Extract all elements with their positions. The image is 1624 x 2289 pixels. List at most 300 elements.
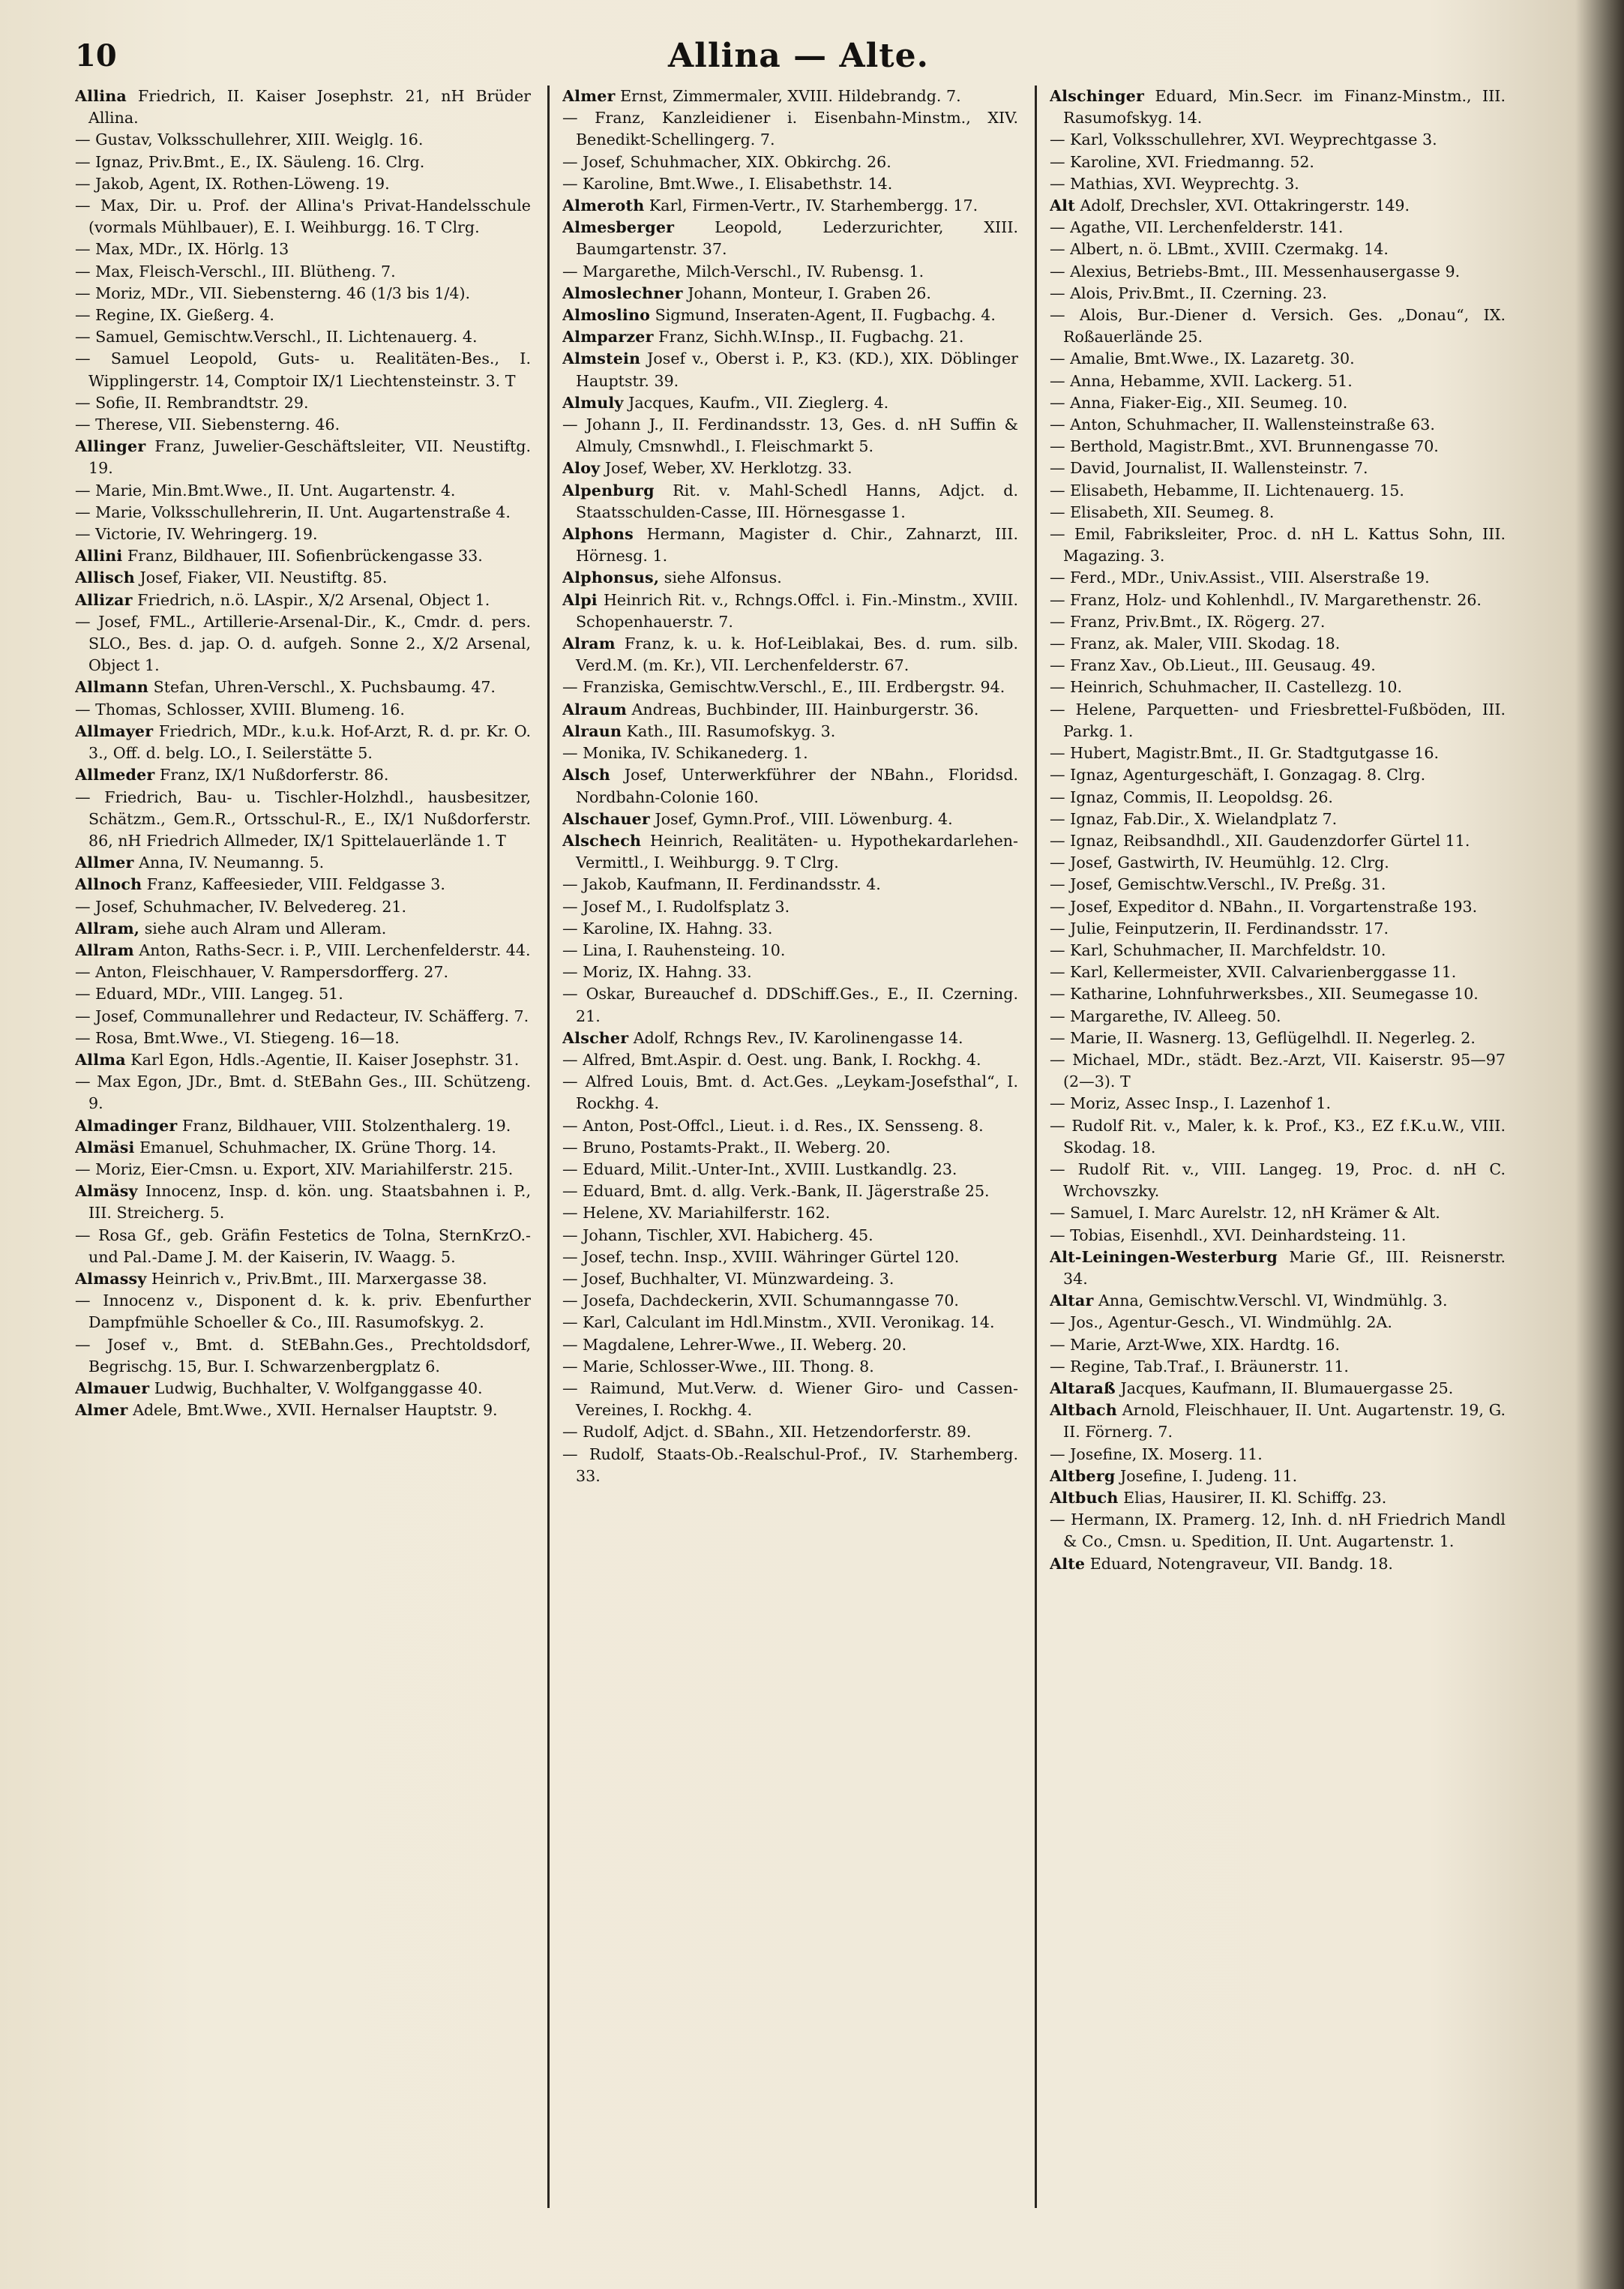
entry-text: siehe auch Alram und Alleram. xyxy=(139,919,387,938)
entry-text: — Anna, Hebamme, XVII. Lackerg. 51. xyxy=(1050,371,1353,390)
directory-entry xyxy=(1050,1115,1506,1159)
directory-entry xyxy=(562,1334,1018,1356)
entry-text: Josef, Unterwerkführer der NBahn., Floridsd. Nordbahn-Colonie 160. xyxy=(576,766,1018,806)
entry-text: — Ignaz, Reibsandhdl., XII. Gaudenzdorfer Gürtel 11. xyxy=(1050,831,1470,850)
entry-text: Josef v., Oberst i. P., K3. (KD.), XIX. Döblinger Hauptstr. 39. xyxy=(576,350,1018,390)
directory-entry xyxy=(562,983,1018,1027)
directory-entry xyxy=(75,545,531,567)
entry-surname: Allmann xyxy=(75,678,149,697)
entry-text: Anton, Raths-Secr. i. P., VIII. Lerchenfelderstr. 44. xyxy=(133,940,531,959)
directory-entry xyxy=(1050,348,1506,370)
directory-entry xyxy=(75,392,531,414)
entry-text: Johann, Monteur, I. Graben 26. xyxy=(682,284,931,302)
entry-surname: Alsch xyxy=(562,766,610,784)
directory-entry xyxy=(1050,129,1506,151)
column-1 xyxy=(75,86,531,2208)
entry-text: — Julie, Feinputzerin, II. Ferdinandsstr. 17. xyxy=(1050,919,1389,938)
entry-text: — Karl, Calculant im Hdl.Minstm., XVII. Veronikag. 14. xyxy=(562,1313,995,1332)
entry-text: — Josef, Communallehrer und Redacteur, IV. Schäfferg. 7. xyxy=(75,1006,529,1025)
entry-text: — Josef, FML., Artillerie-Arsenal-Dir., K., Cmdr. d. pers. SLO., Bes. d. jap. O. d. aufgeh. Sonne 2., X/2 Arsenal, Object 1. xyxy=(75,612,531,675)
directory-entry xyxy=(1050,1400,1506,1443)
entry-text: — Josef, Schuhmacher, XIX. Obkirchg. 26. xyxy=(562,152,891,171)
directory-entry xyxy=(562,940,1018,962)
entry-text: — Samuel Leopold, Guts- u. Realitäten-Bes., I. Wipplingerstr. 14, Comptoir IX/1 Liechtensteinstr. 3. T xyxy=(75,350,531,390)
entry-text: — Rudolf, Staats-Ob.-Realschul-Prof., IV. Starhemberg. 33. xyxy=(562,1444,1018,1485)
entry-text: Eduard, Min.Secr. im Finanz-Minstm., III. Rasumofskyg. 14. xyxy=(1063,87,1506,128)
entry-text: Franz, Kaffeesieder, VIII. Feldgasse 3. xyxy=(142,875,445,894)
entry-text: — Hermann, IX. Pramerg. 12, Inh. d. nH Friedrich Mandl & Co., Cmsn. u. Spedition, II. Unt. Augartenstr. 1. xyxy=(1050,1510,1506,1551)
directory-entry xyxy=(1050,1553,1506,1575)
directory-entry xyxy=(562,676,1018,698)
entry-surname: Allini xyxy=(75,547,123,566)
directory-entry xyxy=(562,830,1018,874)
entry-text: — Moriz, MDr., VII. Siebensterng. 46 (1/3 bis 1/4). xyxy=(75,284,471,302)
directory-entry xyxy=(75,238,531,260)
entry-text: — Karl, Volksschullehrer, XVI. Weyprechtgasse 3. xyxy=(1050,130,1437,149)
entry-surname: Alschinger xyxy=(1050,87,1145,105)
directory-entry xyxy=(562,1202,1018,1224)
directory-entry xyxy=(1050,1093,1506,1114)
directory-entry xyxy=(75,1334,531,1378)
entry-surname: Alphons xyxy=(562,525,634,544)
directory-entry xyxy=(1050,436,1506,458)
entry-surname: Almeroth xyxy=(562,196,645,215)
directory-entry xyxy=(562,1312,1018,1334)
directory-entry xyxy=(75,1180,531,1224)
directory-entry xyxy=(75,414,531,436)
entry-text: — Josef v., Bmt. d. StEBahn.Ges., Prechtoldsdorf, Begrischg. 15, Bur. I. Schwarzenbergplatz 6. xyxy=(75,1335,531,1376)
entry-text: — Anton, Schuhmacher, II. Wallensteinstraße 63. xyxy=(1050,416,1435,434)
directory-entry xyxy=(562,699,1018,721)
directory-entry xyxy=(75,1006,531,1028)
entry-surname: Alscher xyxy=(562,1028,629,1047)
entry-text: Stefan, Uhren-Verschl., X. Puchsbaumg. 47. xyxy=(148,678,496,697)
entry-surname: Almauer xyxy=(75,1378,150,1397)
entry-text: Karl Egon, Hdls.-Agentie, II. Kaiser Josephstr. 31. xyxy=(125,1050,520,1069)
entry-surname: Allizar xyxy=(75,590,133,609)
directory-entry xyxy=(562,567,1018,589)
entry-text: — Franz Xav., Ob.Lieut., III. Geusaug. 49. xyxy=(1050,656,1376,675)
entry-text: — Eduard, MDr., VIII. Langeg. 51. xyxy=(75,985,343,1004)
directory-entry xyxy=(1050,1356,1506,1378)
entry-text: Adolf, Rchngs Rev., IV. Karolinengasse 14. xyxy=(628,1028,963,1047)
directory-entry xyxy=(562,1071,1018,1114)
entry-text: — Jakob, Agent, IX. Rothen-Löweng. 19. xyxy=(75,174,390,193)
entry-text: — Josef, Schuhmacher, IV. Belvedereg. 21. xyxy=(75,897,407,916)
entry-text: Eduard, Notengraveur, VII. Bandg. 18. xyxy=(1085,1554,1393,1573)
entry-text: Innocenz, Insp. d. kön. ung. Staatsbahnen i. P., III. Streicherg. 5. xyxy=(88,1182,531,1222)
entry-text: — Franz, Kanzleidiener i. Eisenbahn-Minstm., XIV. Benedikt-Schellingerg. 7. xyxy=(562,109,1018,149)
directory-entry xyxy=(562,86,1018,107)
directory-entry xyxy=(1050,742,1506,764)
entry-text: Franz, Bildhauer, VIII. Stolzenthalerg. 19. xyxy=(177,1116,511,1135)
entry-text: Adolf, Drechsler, XVI. Ottakringerstr. 149. xyxy=(1074,196,1410,215)
directory-entry xyxy=(75,502,531,524)
directory-entry xyxy=(1050,808,1506,830)
page-header xyxy=(75,33,1522,80)
entry-text: — Agathe, VII. Lerchenfelderstr. 141. xyxy=(1050,218,1344,237)
entry-text: Josefine, I. Judeng. 11. xyxy=(1115,1466,1298,1485)
directory-entry xyxy=(75,1049,531,1071)
entry-text: Franz, Bildhauer, III. Sofienbrückengasse 33. xyxy=(122,547,483,566)
entry-text: — Ignaz, Fab.Dir., X. Wielandplatz 7. xyxy=(1050,809,1338,828)
entry-text: Ludwig, Buchhalter, V. Wolfganggasse 40. xyxy=(149,1378,483,1397)
directory-entry xyxy=(562,1246,1018,1268)
entry-surname: Almäsy xyxy=(75,1182,138,1201)
running-head: Allina — Alte. xyxy=(668,37,929,75)
entry-text: — Max, Dir. u. Prof. der Allina's Privat-Handelsschule (vormals Mühlbauer), E. I. Weihburgg. 16. T Clrg. xyxy=(75,196,531,237)
entry-text: — Anton, Post-Offcl., Lieut. i. d. Res., IX. Sensseng. 8. xyxy=(562,1116,984,1135)
entry-text: — Therese, VII. Siebensterng. 46. xyxy=(75,416,340,434)
entry-text: — Rosa, Bmt.Wwe., VI. Stiegeng. 16—18. xyxy=(75,1028,400,1047)
entry-text: Franz, k. u. k. Hof-Leiblakai, Bes. d. rum. silb. Verd.M. (m. Kr.), VII. Lerchenfelderstr. 67. xyxy=(576,634,1018,675)
column-3 xyxy=(1050,86,1506,2208)
directory-entry xyxy=(1050,676,1506,698)
entry-text: Friedrich, n.ö. LAspir., X/2 Arsenal, Object 1. xyxy=(132,590,490,609)
directory-entry xyxy=(75,699,531,721)
directory-entry xyxy=(1050,480,1506,502)
entry-text: — Tobias, Eisenhdl., XVI. Deinhardsteing. 11. xyxy=(1050,1226,1407,1244)
entry-text: Franz, Sichh.W.Insp., II. Fugbachg. 21. xyxy=(653,328,964,346)
directory-entry xyxy=(562,1115,1018,1137)
entry-text: — Berthold, Magistr.Bmt., XVI. Brunnengasse 70. xyxy=(1050,437,1439,456)
entry-text: — Moriz, IX. Hahng. 33. xyxy=(562,963,752,982)
entry-text: — Josef, Gemischtw.Verschl., IV. Preßg. 31. xyxy=(1050,875,1386,894)
directory-entry xyxy=(1050,1312,1506,1334)
directory-entry xyxy=(562,195,1018,217)
entry-text: — Rudolf Rit. v., VIII. Langeg. 19, Proc. d. nH C. Wrchovszky. xyxy=(1050,1160,1506,1201)
entry-text: — Magdalene, Lehrer-Wwe., II. Weberg. 20. xyxy=(562,1335,907,1354)
directory-entry xyxy=(562,107,1018,151)
entry-text: — Ignaz, Commis, II. Leopoldsg. 26. xyxy=(1050,788,1333,806)
directory-entry xyxy=(75,721,531,764)
directory-entry xyxy=(562,1137,1018,1159)
entry-text: — Katharine, Lohnfuhrwerksbes., XII. Seumegasse 10. xyxy=(1050,985,1479,1004)
entry-text: — Samuel, I. Marc Aurelstr. 12, nH Krämer & Alt. xyxy=(1050,1204,1440,1222)
entry-surname: Allnoch xyxy=(75,875,142,894)
entry-surname: Alphonsus, xyxy=(562,568,660,587)
entry-text: — Raimund, Mut.Verw. d. Wiener Giro- und Cassen-Vereines, I. Rockhg. 4. xyxy=(562,1378,1018,1420)
entry-text: — Marie, Arzt-Wwe, XIX. Hardtg. 16. xyxy=(1050,1335,1341,1354)
entry-text: — Bruno, Postamts-Prakt., II. Weberg. 20. xyxy=(562,1138,891,1156)
entry-text: — Elisabeth, XII. Seumeg. 8. xyxy=(1050,502,1275,521)
directory-entry xyxy=(1050,611,1506,633)
entry-text: Anna, IV. Neumanng. 5. xyxy=(133,854,325,872)
directory-entry xyxy=(1050,238,1506,260)
directory-entry xyxy=(1050,524,1506,567)
entry-surname: Almer xyxy=(562,87,616,105)
entry-text: — Heinrich, Schuhmacher, II. Castellezg. 10. xyxy=(1050,678,1403,697)
entry-text: — Innocenz v., Disponent d. k. k. priv. Ebenfurther Dampfmühle Schoeller & Co., III. Rasumofskyg. 2. xyxy=(75,1292,531,1332)
entry-text: — Ignaz, Priv.Bmt., E., IX. Säuleng. 16. Clrg. xyxy=(75,152,425,171)
directory-entry xyxy=(75,436,531,479)
directory-entry xyxy=(562,962,1018,983)
directory-entry xyxy=(1050,1290,1506,1312)
entry-text: Leopold, Lederzurichter, XIII. Baumgartenstr. 37. xyxy=(576,218,1018,259)
directory-entry xyxy=(562,304,1018,326)
entry-text: — Rosa Gf., geb. Gräfin Festetics de Tolna, SternKrzO.- und Pal.-Dame J. M. der Kaiserin, IV. Waagg. 5. xyxy=(75,1226,531,1266)
directory-entry xyxy=(562,152,1018,173)
entry-text: — Rudolf, Adjct. d. SBahn., XII. Hetzendorferstr. 89. xyxy=(562,1423,972,1442)
entry-text: Elias, Hausirer, II. Kl. Schiffg. 23. xyxy=(1118,1489,1387,1507)
directory-entry xyxy=(562,524,1018,567)
directory-entry xyxy=(562,458,1018,479)
directory-entry xyxy=(1050,1202,1506,1224)
directory-entry xyxy=(1050,1159,1506,1202)
directory-entry xyxy=(1050,283,1506,304)
directory-entry xyxy=(1050,830,1506,852)
entry-text: Anna, Gemischtw.Verschl. VI, Windmühlg. 3. xyxy=(1093,1292,1448,1310)
entry-text: Jacques, Kaufmann, II. Blumauergasse 25. xyxy=(1115,1378,1454,1397)
entry-surname: Almäsi xyxy=(75,1138,135,1156)
entry-text: Kath., III. Rasumofskyg. 3. xyxy=(622,722,836,740)
entry-text: — Mathias, XVI. Weyprechtg. 3. xyxy=(1050,174,1299,193)
directory-entry xyxy=(75,1268,531,1290)
entry-text: Emanuel, Schuhmacher, IX. Grüne Thorg. 14. xyxy=(134,1138,496,1156)
entry-surname: Allinger xyxy=(75,437,146,456)
directory-entry xyxy=(1050,1246,1506,1290)
entry-text: — Max, Fleisch-Verschl., III. Blütheng. 7. xyxy=(75,262,396,280)
entry-text: — Franz, ak. Maler, VIII. Skodag. 18. xyxy=(1050,634,1341,653)
entry-text: — Moriz, Assec Insp., I. Lazenhof 1. xyxy=(1050,1094,1332,1113)
entry-text: — Michael, MDr., städt. Bez.-Arzt, VII. Kaiserstr. 95—97 (2—3). T xyxy=(1050,1050,1506,1091)
directory-entry xyxy=(562,1049,1018,1071)
entry-text: — Emil, Fabriksleiter, Proc. d. nH L. Kattus Sohn, III. Magazing. 3. xyxy=(1050,525,1506,566)
directory-entry xyxy=(75,129,531,151)
entry-text: Marie Gf., III. Reisnerstr. 34. xyxy=(1063,1247,1506,1288)
directory-entry xyxy=(75,1378,531,1400)
directory-entry xyxy=(562,1225,1018,1246)
directory-entry xyxy=(1050,304,1506,348)
entry-text: siehe Alfonsus. xyxy=(659,568,782,587)
entry-text: — Lina, I. Rauhensteing. 10. xyxy=(562,940,786,959)
entry-text: — Alfred Louis, Bmt. d. Act.Ges. „Leykam-Josefsthal“, I. Rockhg. 4. xyxy=(562,1072,1018,1113)
entry-text: — Moriz, Eier-Cmsn. u. Export, XIV. Mariahilferstr. 215. xyxy=(75,1160,514,1178)
directory-entry xyxy=(1050,567,1506,589)
entry-text: Arnold, Fleischhauer, II. Unt. Augartenstr. 19, G. II. Förnerg. 7. xyxy=(1063,1401,1506,1442)
directory-entry xyxy=(562,392,1018,414)
directory-entry xyxy=(75,918,531,940)
directory-entry xyxy=(562,414,1018,458)
directory-entry xyxy=(562,1028,1018,1049)
entry-surname: Allma xyxy=(75,1050,126,1069)
directory-entry xyxy=(1050,86,1506,129)
directory-entry xyxy=(1050,1444,1506,1466)
entry-text: — Josef M., I. Rudolfsplatz 3. xyxy=(562,897,790,916)
directory-entry xyxy=(1050,261,1506,283)
directory-entry xyxy=(75,524,531,545)
directory-entry xyxy=(1050,1028,1506,1049)
entry-text: — Elisabeth, Hebamme, II. Lichtenauerg. 15. xyxy=(1050,481,1404,500)
directory-entry xyxy=(1050,217,1506,238)
entry-surname: Alpi xyxy=(562,590,598,609)
entry-text: — Gustav, Volksschullehrer, XIII. Weiglg. 16. xyxy=(75,130,424,149)
directory-entry xyxy=(1050,896,1506,918)
entry-text: Heinrich, Realitäten- u. Hypothekardarlehen-Vermittl., I. Weihburgg. 9. T Clrg. xyxy=(576,831,1018,872)
entry-surname: Almuly xyxy=(562,393,624,412)
directory-entry xyxy=(75,896,531,918)
directory-entry xyxy=(562,764,1018,808)
directory-entry xyxy=(75,874,531,896)
directory-entry xyxy=(75,86,531,129)
directory-entry xyxy=(1050,1466,1506,1487)
directory-entry xyxy=(1050,962,1506,983)
entry-text: — Franz, Priv.Bmt., IX. Rögerg. 27. xyxy=(1050,612,1326,631)
directory-entry xyxy=(1050,633,1506,655)
entry-surname: Alt xyxy=(1050,196,1075,215)
entry-surname: Almassy xyxy=(75,1269,147,1288)
directory-entry xyxy=(562,1421,1018,1443)
directory-entry xyxy=(1050,458,1506,479)
entry-surname: Alpenburg xyxy=(562,481,655,500)
entry-text: — Samuel, Gemischtw.Verschl., II. Lichtenauerg. 4. xyxy=(75,328,478,346)
entry-surname: Aloy xyxy=(562,459,601,478)
entry-text: Josef, Weber, XV. Herklotzg. 33. xyxy=(600,459,852,478)
entry-surname: Allmeder xyxy=(75,766,155,784)
entry-text: — David, Journalist, II. Wallensteinstr. 7. xyxy=(1050,459,1368,478)
entry-text: — Monika, IV. Schikanederg. 1. xyxy=(562,744,808,763)
directory-entry xyxy=(75,195,531,238)
entry-text: — Johann, Tischler, XVI. Habicherg. 45. xyxy=(562,1226,873,1244)
entry-text: — Sofie, II. Rembrandtstr. 29. xyxy=(75,393,309,412)
directory-entry xyxy=(1050,414,1506,436)
directory-entry xyxy=(1050,173,1506,195)
directory-entry xyxy=(75,940,531,962)
directory-entry xyxy=(75,787,531,853)
entry-text: — Anton, Fleischhauer, V. Rampersdorfferg. 27. xyxy=(75,963,449,982)
directory-entry xyxy=(75,1225,531,1268)
directory-entry xyxy=(1050,918,1506,940)
directory-entry xyxy=(75,962,531,983)
entry-surname: Altberg xyxy=(1050,1466,1116,1485)
directory-entry xyxy=(562,721,1018,742)
directory-entry xyxy=(1050,370,1506,392)
entry-text: — Regine, IX. Gießerg. 4. xyxy=(75,306,274,325)
directory-entry xyxy=(1050,1487,1506,1509)
directory-entry xyxy=(75,1137,531,1159)
directory-entry xyxy=(562,590,1018,633)
entry-text: Franz, IX/1 Nußdorferstr. 86. xyxy=(154,766,389,784)
entry-text: Rit. v. Mahl-Schedl Hanns, Adjct. d. Staatsschulden-Casse, III. Hörnesgasse 1. xyxy=(576,481,1018,521)
entry-text: — Friedrich, Bau- u. Tischler-Holzhdl., hausbesitzer, Schätzm., Gem.R., Ortsschul-R., E., IX/1 Nußdorferstr. 86, nH Friedrich Allmeder, IX/1 Spittelauerlände 1. T xyxy=(75,788,531,850)
entry-text: — Karl, Schuhmacher, II. Marchfeldstr. 10. xyxy=(1050,940,1386,959)
directory-entry xyxy=(1050,874,1506,896)
entry-text: — Karl, Kellermeister, XVII. Calvarienberggasse 11. xyxy=(1050,963,1457,982)
directory-entry xyxy=(562,1159,1018,1180)
entry-surname: Altaraß xyxy=(1050,1378,1116,1397)
entry-text: Friedrich, MDr., k.u.k. Hof-Arzt, R. d. pr. Kr. O. 3., Off. d. belg. LO., I. Seilerstätte 5. xyxy=(88,722,531,763)
entry-text: — Anna, Fiaker-Eig., XII. Seumeg. 10. xyxy=(1050,393,1348,412)
directory-entry xyxy=(562,1378,1018,1421)
entry-surname: Alte xyxy=(1050,1554,1086,1573)
directory-entry xyxy=(75,480,531,502)
directory-entry xyxy=(1050,1334,1506,1356)
entry-text: — Karoline, IX. Hahng. 33. xyxy=(562,919,773,938)
directory-entry xyxy=(562,348,1018,392)
entry-surname: Allram, xyxy=(75,919,140,938)
entry-text: — Amalie, Bmt.Wwe., IX. Lazaretg. 30. xyxy=(1050,350,1355,368)
entry-text: — Franz, Holz- und Kohlenhdl., IV. Margarethenstr. 26. xyxy=(1050,590,1482,609)
directory-entry xyxy=(75,173,531,195)
entry-text: — Margarethe, IV. Alleeg. 50. xyxy=(1050,1006,1281,1025)
entry-text: — Marie, Schlosser-Wwe., III. Thong. 8. xyxy=(562,1357,874,1376)
directory-entry xyxy=(1050,1225,1506,1246)
entry-text: — Eduard, Bmt. d. allg. Verk.-Bank, II. Jägerstraße 25. xyxy=(562,1182,990,1201)
entry-text: — Josef, Expeditor d. NBahn., II. Vorgartenstraße 193. xyxy=(1050,897,1478,916)
entry-text: — Margarethe, Milch-Verschl., IV. Rubensg. 1. xyxy=(562,262,924,280)
entry-text: — Ferd., MDr., Univ.Assist., VIII. Alserstraße 19. xyxy=(1050,568,1430,587)
entry-text: Sigmund, Inseraten-Agent, II. Fugbachg. 4. xyxy=(650,306,996,325)
entry-text: Adele, Bmt.Wwe., XVII. Hernalser Hauptstr. 9. xyxy=(127,1401,498,1420)
entry-surname: Allram xyxy=(75,940,134,959)
entry-text: — Albert, n. ö. LBmt., XVIII. Czermakg. 14. xyxy=(1050,240,1389,259)
directory-entry xyxy=(1050,1509,1506,1552)
directory-entry xyxy=(1050,152,1506,173)
entry-text: — Josef, Buchhalter, VI. Münzwardeing. 3. xyxy=(562,1269,894,1288)
entry-surname: Altbach xyxy=(1050,1401,1117,1420)
directory-entry xyxy=(75,326,531,348)
column-2 xyxy=(562,86,1018,2208)
directory-entry xyxy=(562,217,1018,260)
entry-text: — Hubert, Magistr.Bmt., II. Gr. Stadtgutgasse 16. xyxy=(1050,744,1440,763)
entry-text: — Josef, Gastwirth, IV. Heumühlg. 12. Clrg. xyxy=(1050,854,1389,872)
directory-entry xyxy=(1050,502,1506,524)
directory-entry xyxy=(75,348,531,392)
directory-entry xyxy=(75,1290,531,1334)
directory-entry xyxy=(1050,655,1506,676)
directory-entry xyxy=(1050,940,1506,962)
directory-entry xyxy=(1050,590,1506,611)
entry-surname: Alschech xyxy=(562,831,642,850)
directory-entry xyxy=(1050,1049,1506,1093)
entry-text: Josef, Fiaker, VII. Neustiftg. 85. xyxy=(134,568,388,587)
entry-text: — Thomas, Schlosser, XVIII. Blumeng. 16. xyxy=(75,700,405,718)
entry-surname: Allina xyxy=(75,87,127,105)
entry-text: — Helene, XV. Mariahilferstr. 162. xyxy=(562,1204,831,1222)
entry-text: — Alfred, Bmt.Aspir. d. Oest. ung. Bank, I. Rockhg. 4. xyxy=(562,1050,981,1069)
entry-text: — Johann J., II. Ferdinandsstr. 13, Ges. d. nH Suffin & Almuly, Cmsnwhdl., I. Fleischmarkt 5. xyxy=(562,416,1018,456)
entry-text: Josef, Gymn.Prof., VIII. Löwenburg. 4. xyxy=(649,809,953,828)
entry-surname: Almparzer xyxy=(562,328,654,346)
entry-text: — Rudolf Rit. v., Maler, k. k. Prof., K3., EZ f.K.u.W., VIII. Skodag. 18. xyxy=(1050,1116,1506,1156)
directory-entry xyxy=(75,611,531,677)
directory-entry xyxy=(75,852,531,874)
directory-entry xyxy=(562,326,1018,348)
entry-text: — Jos., Agentur-Gesch., VI. Windmühlg. 2A. xyxy=(1050,1313,1392,1332)
directory-entry xyxy=(562,633,1018,676)
entry-text: — Victorie, IV. Wehringerg. 19. xyxy=(75,525,318,544)
entry-surname: Altar xyxy=(1050,1292,1094,1310)
directory-entry xyxy=(1050,852,1506,874)
directory-entry xyxy=(562,808,1018,830)
directory-entry xyxy=(75,152,531,173)
entry-text: — Alexius, Betriebs-Bmt., III. Messenhausergasse 9. xyxy=(1050,262,1461,280)
entry-surname: Almadinger xyxy=(75,1116,178,1135)
directory-entry xyxy=(562,1268,1018,1290)
entry-surname: Allmer xyxy=(75,854,134,872)
entry-surname: Almstein xyxy=(562,350,641,368)
directory-entry xyxy=(75,261,531,283)
entry-text: Ernst, Zimmermaler, XVIII. Hildebrandg. 7. xyxy=(615,87,961,105)
entry-text: Franz, Juwelier-Geschäftsleiter, VII. Neustiftg. 19. xyxy=(88,437,531,478)
entry-text: — Josefa, Dachdeckerin, XVII. Schumanngasse 70. xyxy=(562,1292,959,1310)
directory-entry xyxy=(75,764,531,786)
directory-entry xyxy=(1050,764,1506,786)
column-rule xyxy=(547,86,550,2208)
directory-entry xyxy=(1050,392,1506,414)
entry-text: — Josef, techn. Insp., XVIII. Währinger Gürtel 120. xyxy=(562,1247,960,1266)
directory-entry xyxy=(1050,787,1506,808)
